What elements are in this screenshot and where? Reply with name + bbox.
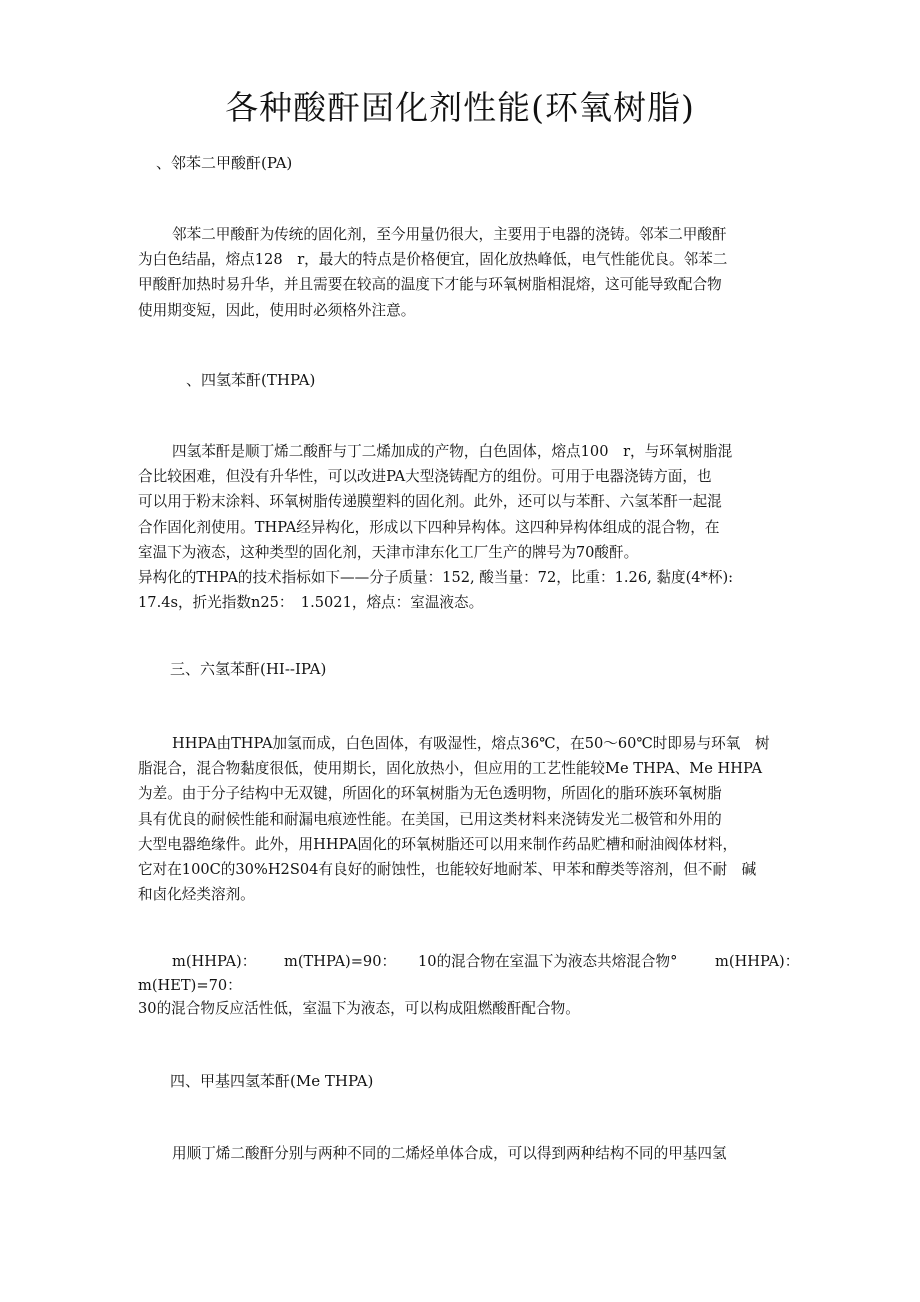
paragraph-thpa bbox=[138, 439, 798, 615]
text-line: 大型电器绝缘件。此外，用HHPA固化的环氧树脂还可以用来制作药品贮槽和耐油阀体材料， bbox=[138, 835, 738, 853]
text-line: 具有优良的耐候性能和耐漏电痕迹性能。在美国，已用这类材料来浇铸发光二极管和外用的 bbox=[138, 810, 722, 828]
text-line: 合比较困难，但没有升华性，可以改进PA大型浇铸配方的组份。可用于电器浇铸方面，也 bbox=[138, 468, 712, 486]
text-line: 脂混合，混合物黏度很低，使用期长，固化放热小，但应用的工艺性能较Me THPA、Me HHPA bbox=[138, 760, 762, 778]
mixture-part-1: m(HHPA)： bbox=[172, 953, 257, 970]
section-heading-methpa: 四、甲基四氢苯酐(Me THPA) bbox=[170, 1072, 374, 1090]
text-line: 四氢苯酐是顺丁烯二酸酐与丁二烯加成的产物，白色固体，熔点100 r，与环氧树脂混 bbox=[172, 443, 733, 460]
section-heading-pa: 、邻苯二甲酸酐(PA) bbox=[156, 154, 293, 172]
text-line: 它对在100C的30%H2S04有良好的耐蚀性，也能较好地耐苯、甲苯和醇类等溶剂，但不耐 碱 bbox=[138, 861, 757, 879]
text-line: 甲酸酐加热时易升华，并且需要在较高的温度下才能与环氧树脂相混熔，这可能导致配合物 bbox=[138, 276, 722, 294]
text-line: 和卤化烃类溶剂。 bbox=[138, 886, 255, 904]
text-line: 室温下为液态，这种类型的固化剂，天津市津东化工厂生产的牌号为70酸酐。 bbox=[138, 543, 639, 561]
mixture-line-2: m(HET)=70： bbox=[138, 977, 242, 994]
text-line: 使用期变短，因此，使用时必须格外注意。 bbox=[138, 301, 416, 319]
text-line: 邻苯二甲酸酐为传统的固化剂，至今用量仍很大，主要用于电器的浇铸。邻苯二甲酸酐 bbox=[172, 226, 727, 243]
paragraph-methpa bbox=[138, 1141, 798, 1166]
paragraph-hhpa bbox=[138, 731, 798, 907]
mixture-line-1 bbox=[138, 949, 798, 974]
text-line: 为白色结晶，熔点128 r，最大的特点是价格便宜，固化放热峰低，电气性能优良。邻苯二 bbox=[138, 251, 728, 269]
paragraph-pa bbox=[138, 222, 798, 323]
mixture-part-4: m(HHPA)： bbox=[715, 953, 800, 970]
section-heading-thpa: 、四氢苯酐(THPA) bbox=[186, 371, 316, 389]
section-heading-hhpa: 三、六氢苯酐(HI--IPA) bbox=[170, 660, 327, 678]
mixture-part-3: 10的混合物在室温下为液态共熔混合物° bbox=[418, 953, 678, 970]
text-line: 为差。由于分子结构中无双键，所固化的环氧树脂为无色透明物，所固化的脂环族环氧树脂 bbox=[138, 785, 722, 803]
text-line: 异构化的THPA的技术指标如下——分子质量：152, 酸当量：72，比重：1.26, 黏度(4*杯): bbox=[138, 569, 734, 587]
text-line: 用顺丁烯二酸酐分别与两种不同的二烯烃单体合成，可以得到两种结构不同的甲基四氢 bbox=[172, 1145, 727, 1162]
text-line: 可以用于粉末涂料、环氧树脂传递膜塑料的固化剂。此外，还可以与苯酐、六氢苯酐一起混 bbox=[138, 493, 722, 511]
page-title: 各种酸酐固化剂性能(环氧树脂) bbox=[225, 88, 695, 127]
mixture-part-2: m(THPA)=90： bbox=[284, 953, 397, 970]
text-line: HHPA由THPA加氢而成，白色固体，有吸湿性，熔点36℃，在50〜60℃时即易与环氧 树 bbox=[172, 735, 770, 752]
mixture-line-3: 30的混合物反应活性低，室温下为液态，可以构成阻燃酸酐配合物。 bbox=[138, 1000, 580, 1017]
text-line: 17.4s，折光指数n25： 1.5021，熔点：室温液态。 bbox=[138, 594, 484, 612]
text-line: 合作固化剂使用。THPA经异构化，形成以下四种异构体。这四种异构体组成的混合物，在 bbox=[138, 518, 720, 536]
